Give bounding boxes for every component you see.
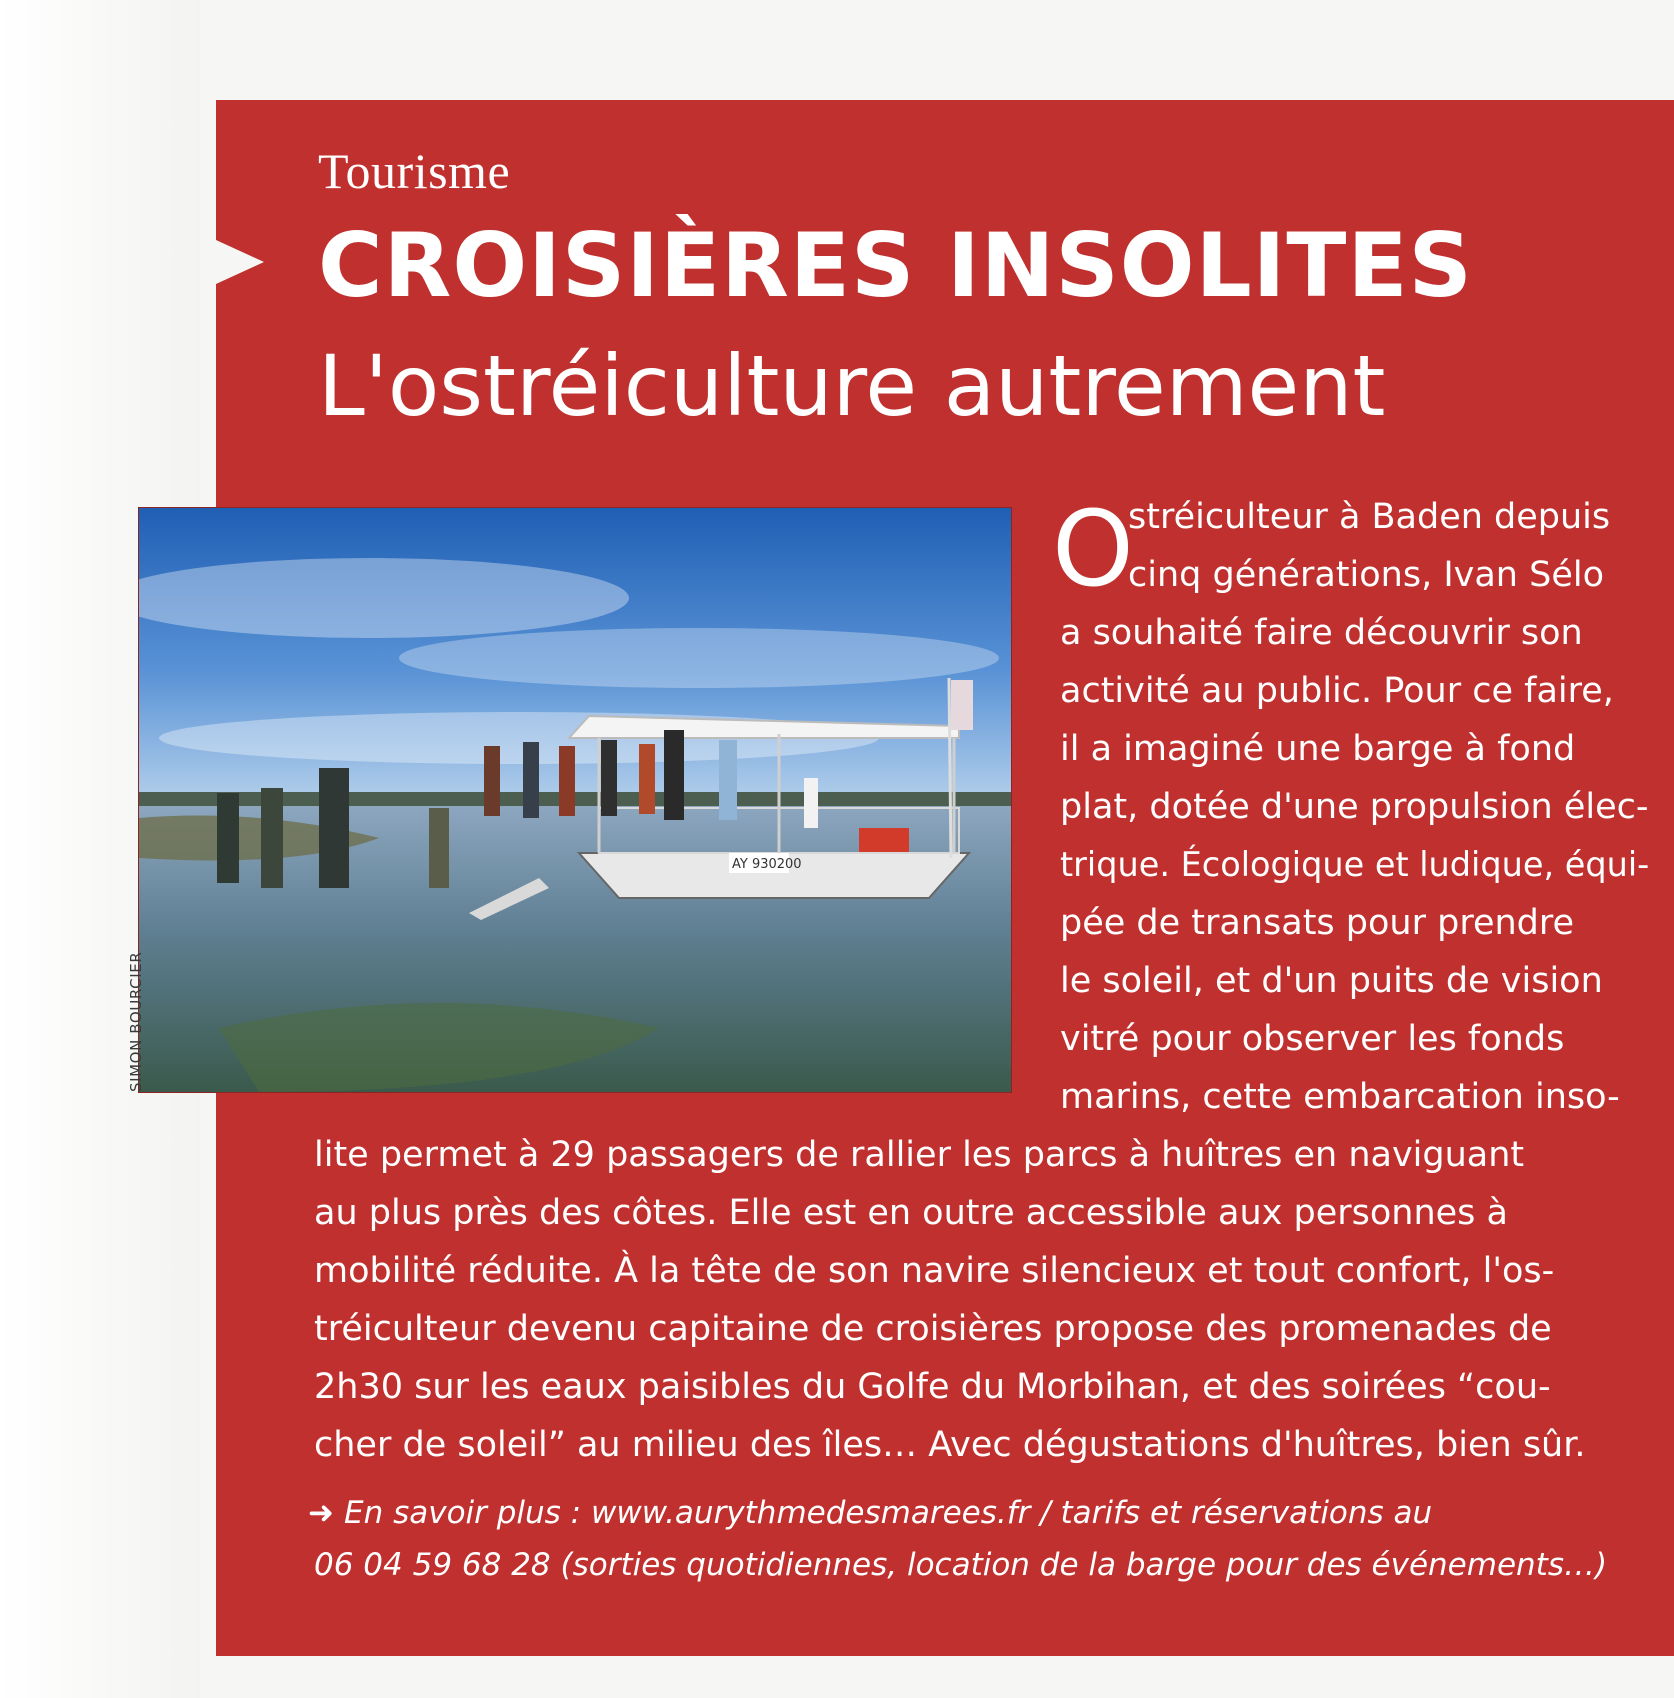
body-line: pée de transats pour prendre xyxy=(1060,903,1575,943)
section-kicker: Tourisme xyxy=(318,143,511,199)
body-line: 2h30 sur les eaux paisibles du Golfe du Morbihan, et des soirées “cou- xyxy=(314,1367,1551,1407)
body-line: vitré pour observer les fonds xyxy=(1060,1019,1565,1059)
body-line: le soleil, et d'un puits de vision xyxy=(1060,961,1603,1001)
body-line: cher de soleil” au milieu des îles… Avec dégustations d'huîtres, bien sûr. xyxy=(314,1425,1586,1465)
body-line: activité au public. Pour ce faire, xyxy=(1060,671,1614,711)
article-photo xyxy=(138,507,1012,1093)
body-line: cinq générations, Ivan Sélo xyxy=(1128,555,1605,595)
title-notch-marker xyxy=(216,240,264,284)
body-line: tréiculteur devenu capitaine de croisières propose des promenades de xyxy=(314,1309,1552,1349)
body-line: mobilité réduite. À la tête de son navire silencieux et tout confort, l'os- xyxy=(314,1251,1555,1291)
body-line: lite permet à 29 passagers de rallier les parcs à huîtres en naviguant xyxy=(314,1135,1525,1175)
more-info-line xyxy=(308,1488,1432,1538)
boat-registration: AY 930200 xyxy=(732,857,802,872)
body-line: plat, dotée d'une propulsion élec- xyxy=(1060,787,1649,827)
more-info-phone-line: 06 04 59 68 28 (sorties quotidiennes, location de la barge pour des événements…) xyxy=(314,1547,1608,1583)
photo-credit-text: SIMON BOURCIER xyxy=(127,951,145,1092)
body-line: il a imaginé une barge à fond xyxy=(1060,729,1576,769)
body-line: a souhaité faire découvrir son xyxy=(1060,613,1583,653)
arrow-right-icon: ➜ xyxy=(308,1495,334,1531)
body-line: marins, cette embarcation inso- xyxy=(1060,1077,1620,1117)
drop-cap: O xyxy=(1052,488,1134,610)
article-title: CROISIÈRES INSOLITES xyxy=(318,214,1473,317)
article-subtitle: L'ostréiculture autrement xyxy=(318,337,1386,435)
body-line: trique. Écologique et ludique, équi- xyxy=(1060,845,1650,884)
more-info-link-text[interactable]: En savoir plus : www.aurythmedesmarees.fr / tarifs et réservations au xyxy=(343,1495,1433,1531)
body-line: stréiculteur à Baden depuis xyxy=(1128,497,1611,537)
body-line: au plus près des côtes. Elle est en outre accessible aux personnes à xyxy=(314,1193,1508,1233)
boat-scene-illustration xyxy=(139,508,1011,1092)
